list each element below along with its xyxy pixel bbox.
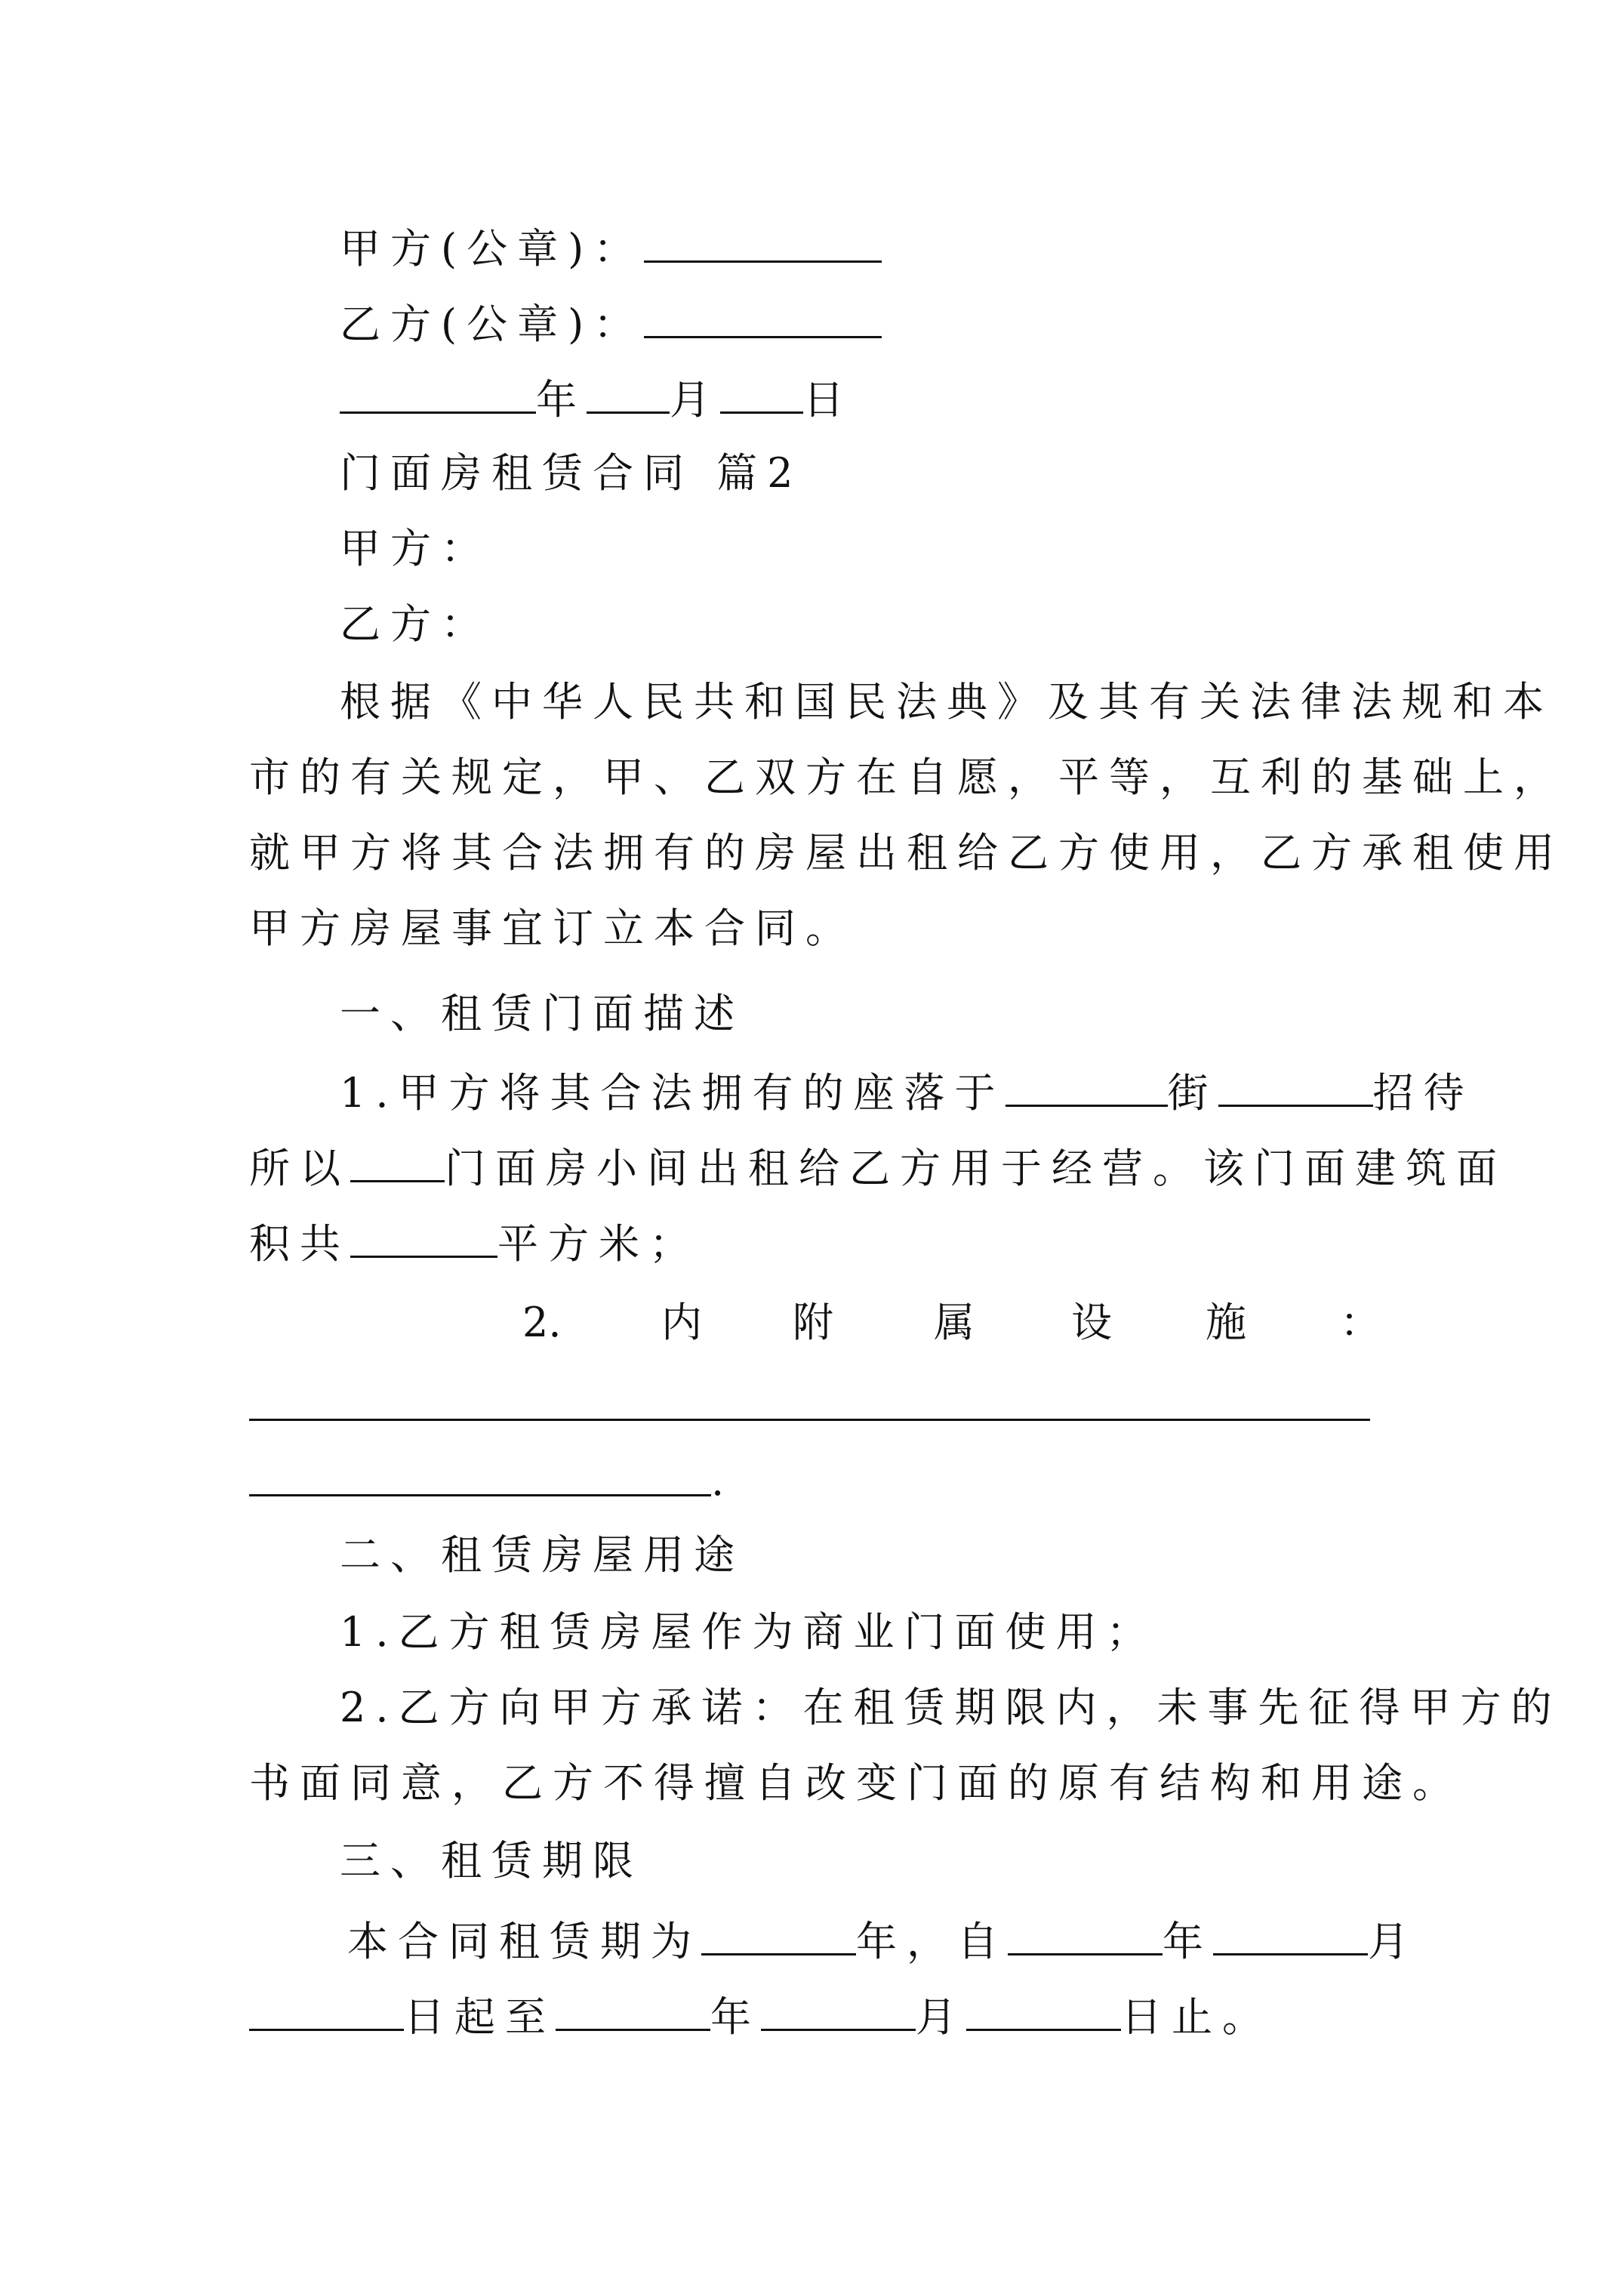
section3-heading: 三、租赁期限 [340,1837,643,1885]
section1-item2-char: ： [1340,1299,1381,1346]
blank-line [350,1218,497,1258]
text-run: 日起至 [404,1993,556,2041]
signature-party-b [340,298,882,347]
blank-line [1218,1067,1373,1107]
signature-party-b-label: 乙方(公章)： [340,300,645,348]
fill-in-line [249,1419,1370,1421]
blank-line [644,223,882,263]
text-run: 平方米； [497,1220,700,1268]
section1-item1-line1 [340,1067,1474,1116]
section1-item2-char: 内 [661,1299,702,1346]
text-run: 招待 [1372,1069,1474,1117]
text-run: 门面房小间出租给乙方用于经营。该门面建筑面 [445,1145,1507,1192]
section1-item2-char: 设 [1071,1299,1112,1346]
section1-item1-line2 [249,1142,1507,1191]
fill-in-line [249,1494,711,1496]
text-run: 积共 [249,1220,350,1268]
fill-in-line-end: . [711,1457,725,1505]
contract-title: 门面房租赁合同 篇2 [340,449,803,497]
section2-item1: 1.乙方租赁房屋作为商业门面使用； [340,1608,1157,1656]
text-run: 本合同租赁期为 [347,1918,701,1965]
blank-line [350,1142,445,1182]
text-run: 月 [916,1993,966,2041]
blank-line [1008,1915,1163,1955]
text-run: 年 [710,1993,761,2041]
blank-line [1006,1067,1168,1107]
blank-line [1213,1915,1368,1955]
section1-item2-char: 属 [934,1299,975,1346]
blank-line [720,374,803,414]
signature-date [340,374,854,423]
date-year-label: 年 [536,376,587,424]
preamble-line: 根据《中华人民共和国民法典》及其有关法律法规和本 [340,678,1554,726]
text-run: 年，自 [856,1918,1008,1965]
blank-line [644,298,882,338]
text-run: 年 [1163,1918,1213,1965]
signature-party-a [340,223,882,272]
section1-item1-line3 [249,1218,700,1267]
text-run: 1.甲方将其合法拥有的座落于 [340,1069,1006,1117]
blank-line [340,374,536,414]
text-run: 街 [1167,1069,1218,1117]
blank-line [249,1991,404,2031]
section1-item2-char: 施 [1206,1299,1246,1346]
party-a-line: 甲方： [340,525,491,572]
section1-heading: 一、租赁门面描述 [340,990,744,1037]
date-day-label: 日 [803,376,854,424]
preamble-line: 甲方房屋事宜订立本合同。 [249,905,856,952]
text-run: 日止。 [1121,1993,1273,2041]
section3-term-line1 [347,1915,1418,1965]
signature-party-a-label: 甲方(公章)： [340,225,645,273]
text-run: 所以 [249,1145,350,1192]
party-b-line: 乙方： [340,600,491,648]
blank-line [587,374,670,414]
preamble-line: 市的有关规定，甲、乙双方在自愿，平等，互利的基础上， [249,754,1564,801]
section3-term-line2 [249,1991,1273,2040]
section2-item2-line1: 2.乙方向甲方承诺：在租赁期限内，未事先征得甲方的 [340,1684,1562,1731]
blank-line [966,1991,1121,2031]
section2-item2-line2: 书面同意，乙方不得擅自改变门面的原有结构和用途。 [249,1759,1463,1807]
blank-line [761,1991,916,2031]
section1-item2-char: 2. [522,1299,562,1346]
text-run: 月 [1368,1918,1418,1965]
section1-item2-char: 附 [793,1299,833,1346]
date-month-label: 月 [670,376,720,424]
preamble-line: 就甲方将其合法拥有的房屋出租给乙方使用，乙方承租使用 [249,829,1564,877]
blank-line [701,1915,856,1955]
blank-line [556,1991,710,2031]
section2-heading: 二、租赁房屋用途 [340,1531,744,1579]
